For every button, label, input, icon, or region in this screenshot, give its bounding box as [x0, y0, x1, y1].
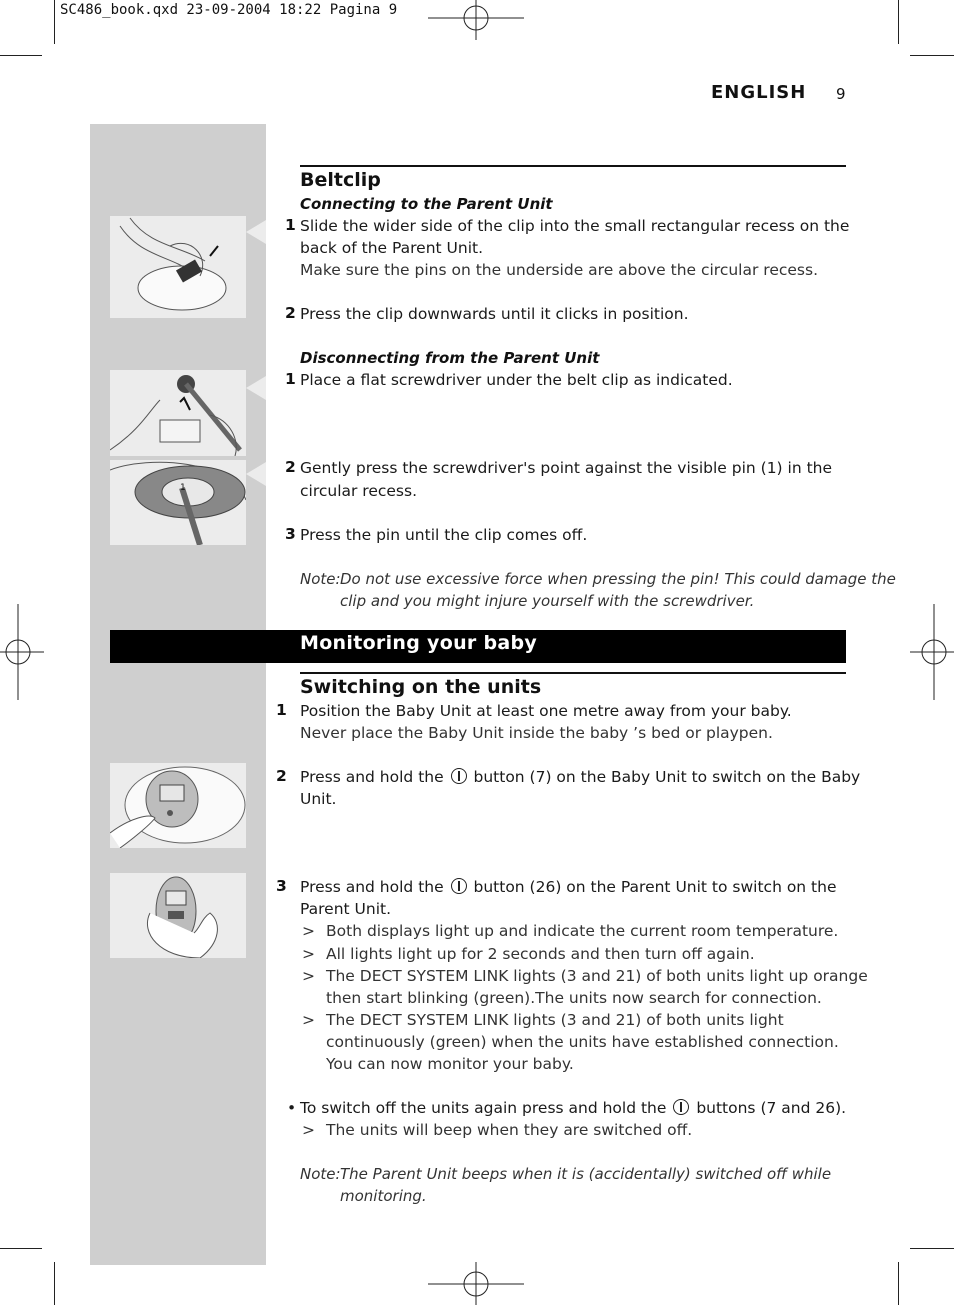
- power-button-icon: [451, 768, 467, 784]
- result-text: then start blinking (green).The units now search for connection.: [326, 989, 822, 1007]
- crop-mark-icon: [54, 0, 55, 44]
- result-marker: >: [302, 967, 315, 985]
- language-header: ENGLISH: [711, 82, 807, 103]
- switch-off-text: [300, 1097, 846, 1119]
- illustration-pointer: [246, 376, 266, 400]
- step-hint: Never place the Baby Unit inside the baby ’s bed or playpen.: [300, 724, 773, 742]
- disconnecting-subtitle: Disconnecting from the Parent Unit: [300, 349, 600, 367]
- result-text: The units will beep when they are switched off.: [326, 1121, 693, 1139]
- result-text: The DECT SYSTEM LINK lights (3 and 21) of both units light up orange: [326, 967, 868, 985]
- step-text: [300, 876, 837, 898]
- step-text-part: To switch off the units again press and hold the: [300, 1099, 667, 1117]
- registration-cross-icon: [910, 604, 954, 700]
- step-text: circular recess.: [300, 482, 418, 500]
- step-hint: Make sure the pins on the underside are above the circular recess.: [300, 261, 818, 279]
- page-number: 9: [836, 85, 846, 103]
- step-text: Place a flat screwdriver under the belt clip as indicated.: [300, 371, 733, 389]
- note-text: Do not use excessive force when pressing the pin! This could damage the: [340, 570, 896, 588]
- crop-mark-icon: [54, 1262, 55, 1305]
- step-text: Unit.: [300, 790, 337, 808]
- crop-mark-icon: [898, 1262, 899, 1305]
- crop-mark-icon: [910, 1248, 954, 1249]
- beltclip-title: Beltclip: [300, 169, 381, 191]
- result-text: All lights light up for 2 seconds and then turn off again.: [326, 945, 755, 963]
- step-number: 1: [276, 701, 287, 719]
- result-text: The DECT SYSTEM LINK lights (3 and 21) of both units light: [326, 1011, 784, 1029]
- step-text: Position the Baby Unit at least one metre away from your baby.: [300, 702, 792, 720]
- crop-mark-icon: [0, 55, 42, 56]
- result-marker: >: [302, 1121, 315, 1139]
- step-text-part: Press and hold the: [300, 878, 444, 896]
- step-number: 1: [285, 370, 296, 388]
- power-button-icon: [673, 1099, 689, 1115]
- registration-cross-icon: [428, 1262, 524, 1305]
- illustration-pin-recess: [110, 460, 246, 545]
- section-rule: [300, 672, 846, 674]
- note-text: monitoring.: [340, 1187, 427, 1205]
- illustration-screwdriver: [110, 370, 246, 456]
- step-text-part: button (7) on the Baby Unit to switch on the Baby: [473, 768, 861, 786]
- result-text: Both displays light up and indicate the current room temperature.: [326, 922, 839, 940]
- illustration-attach-clip: [110, 216, 246, 318]
- note-text: clip and you might injure yourself with the screwdriver.: [340, 592, 755, 610]
- step-number: 2: [285, 458, 296, 476]
- step-text: [300, 766, 860, 788]
- crop-mark-icon: [0, 1248, 42, 1249]
- registration-cross-icon: [0, 604, 44, 700]
- step-number: 3: [285, 525, 296, 543]
- step-number: 2: [285, 304, 296, 322]
- registration-cross-icon: [428, 0, 524, 40]
- connecting-subtitle: Connecting to the Parent Unit: [300, 195, 553, 213]
- step-text-part: Press and hold the: [300, 768, 444, 786]
- result-marker: >: [302, 922, 315, 940]
- result-marker: >: [302, 1011, 315, 1029]
- illustration-baby-unit: [110, 763, 246, 848]
- illustration-pointer: [246, 462, 266, 486]
- step-text: Slide the wider side of the clip into the small rectangular recess on the: [300, 217, 850, 235]
- svg-text:1: 1: [180, 483, 186, 493]
- result-marker: >: [302, 945, 315, 963]
- bullet-marker: •: [287, 1099, 297, 1117]
- note-label: Note:: [300, 570, 341, 588]
- note-text: The Parent Unit beeps when it is (accidentally) switched off while: [340, 1165, 832, 1183]
- section-rule: [300, 165, 846, 167]
- step-number: 2: [276, 767, 287, 785]
- step-text-part: buttons (7 and 26).: [696, 1099, 847, 1117]
- step-text: Press the clip downwards until it clicks in position.: [300, 305, 689, 323]
- result-text: continuously (green) when the units have established connection.: [326, 1033, 839, 1051]
- note-label: Note:: [300, 1165, 341, 1183]
- illustration-parent-unit: [110, 873, 246, 958]
- crop-mark-icon: [910, 55, 954, 56]
- monitoring-banner-title: Monitoring your baby: [300, 632, 538, 654]
- step-text: Press the pin until the clip comes off.: [300, 526, 588, 544]
- result-text: You can now monitor your baby.: [326, 1055, 574, 1073]
- power-button-icon: [451, 878, 467, 894]
- file-slug: SC486_book.qxd 23-09-2004 18:22 Pagina 9: [60, 2, 398, 18]
- step-text: Gently press the screwdriver's point against the visible pin (1) in the: [300, 459, 833, 477]
- illustration-pointer: [246, 220, 266, 244]
- step-text: Parent Unit.: [300, 900, 392, 918]
- step-number: 3: [276, 877, 287, 895]
- step-number: 1: [285, 216, 296, 234]
- step-text-part: button (26) on the Parent Unit to switch on the: [473, 878, 837, 896]
- switching-title: Switching on the units: [300, 676, 542, 698]
- step-text: back of the Parent Unit.: [300, 239, 484, 257]
- crop-mark-icon: [898, 0, 899, 44]
